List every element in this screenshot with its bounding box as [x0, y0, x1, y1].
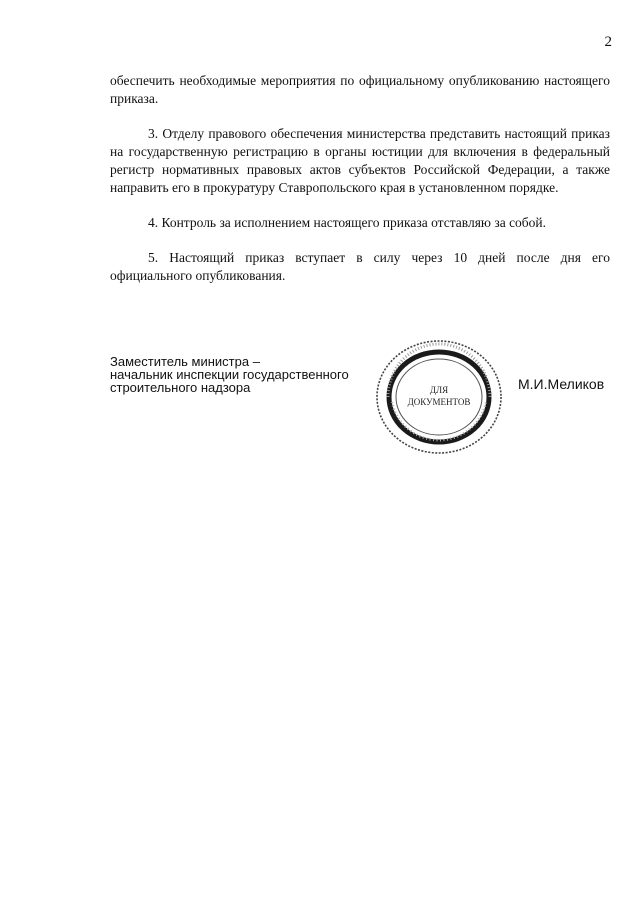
paragraph-item-5: 5. Настоящий приказ вступает в силу через 10 дней после дня его официального опубликования. — [110, 250, 610, 283]
stamp-text-line: ДОКУМЕНТОВ — [407, 397, 471, 407]
page-number: 2 — [604, 34, 612, 50]
signatory-title — [110, 355, 349, 394]
paragraph-item-4: 4. Контроль за исполнением настоящего приказа отставляю за собой. — [148, 215, 547, 230]
official-stamp-seal — [374, 338, 504, 456]
stamp-text-line: ДЛЯ — [429, 385, 449, 395]
signatory-title-line: начальник инспекции государственного — [110, 367, 349, 382]
paragraph-item-3: 3. Отделу правового обеспечения министерства представить настоящий приказ на государственную регистрацию в органы юстиции для включения в федеральный регистр нормативных правовых актов субъектов Российской Федерации, а также направить его в прокуратуру Ставропольского края в установленном порядке. — [110, 126, 610, 195]
paragraph-continuation: обеспечить необходимые мероприятия по официальному опубликованию настоящего приказа. — [110, 73, 610, 106]
signatory-title-line: строительного надзора — [110, 380, 251, 395]
document-body — [110, 72, 610, 302]
signer-name: М.И.Меликов — [518, 376, 605, 392]
signatory-title-line: Заместитель министра – — [110, 354, 260, 369]
